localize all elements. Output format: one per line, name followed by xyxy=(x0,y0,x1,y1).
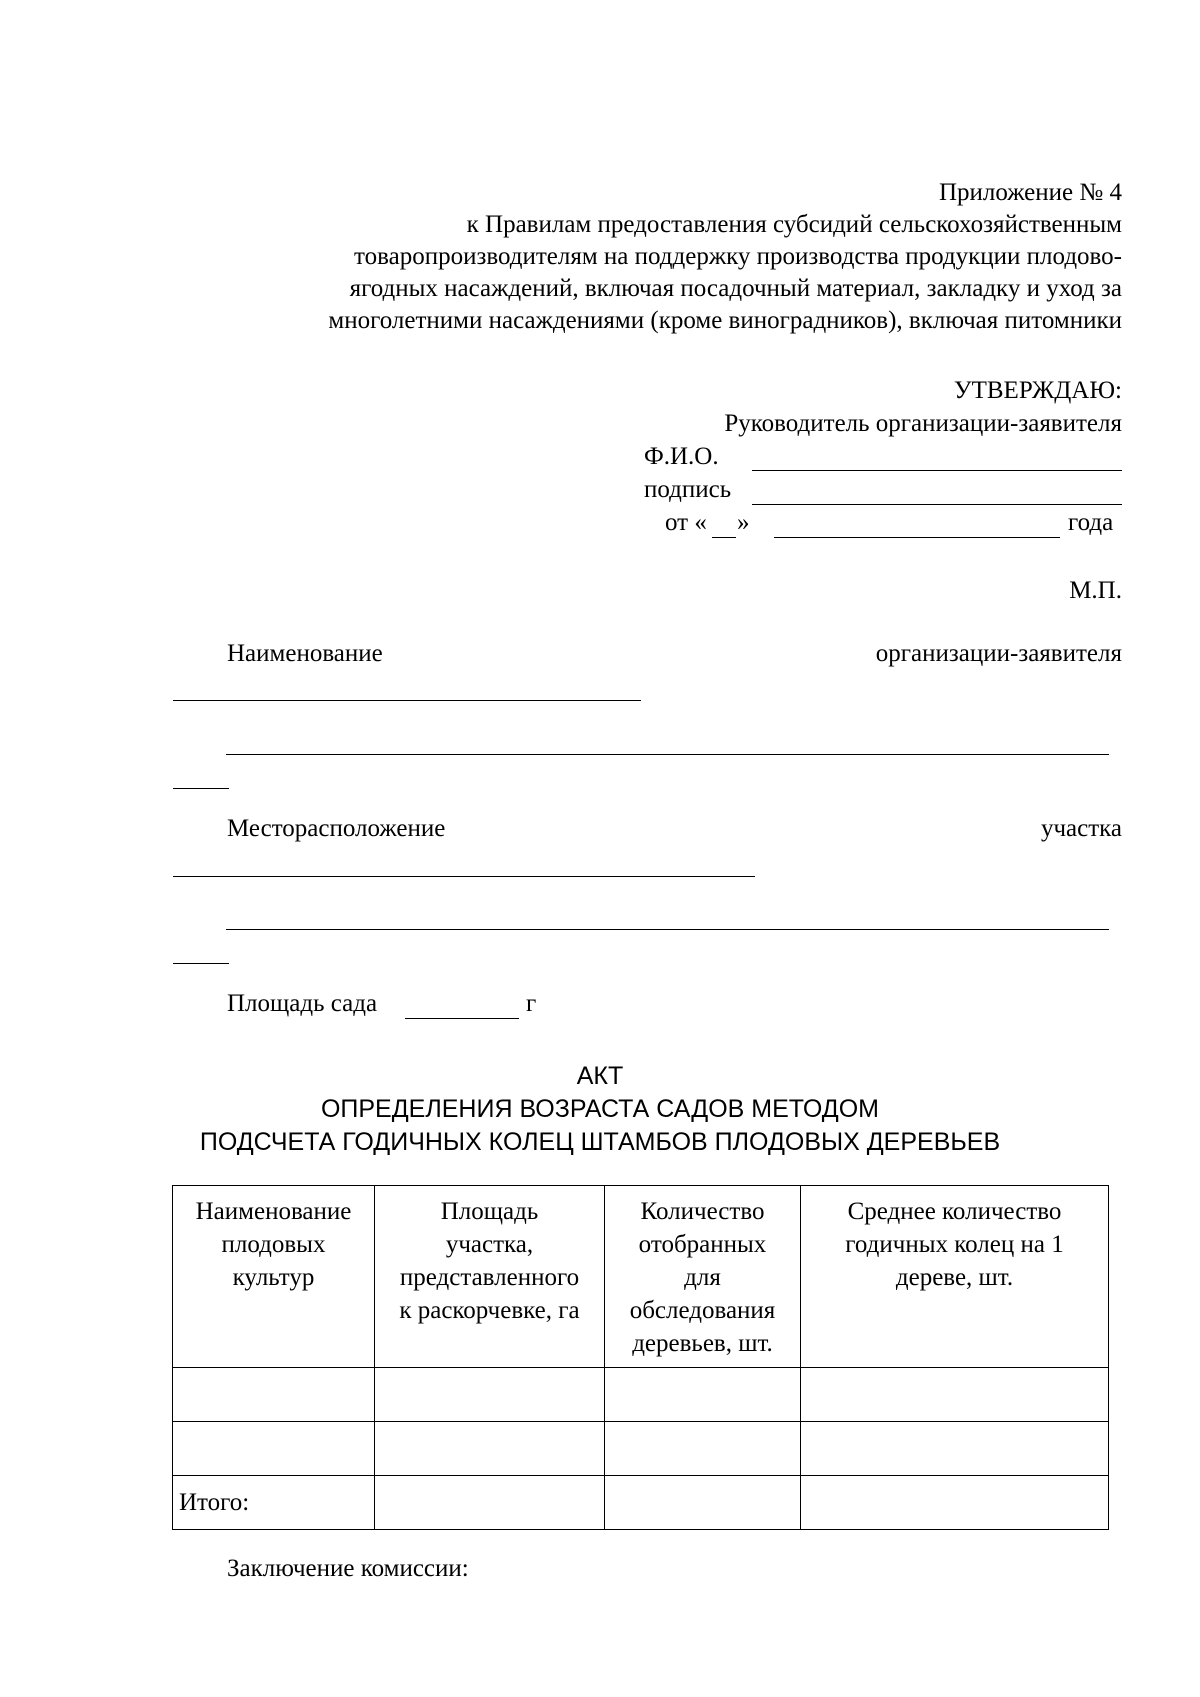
approval-heading: УТВЕРЖДАЮ: xyxy=(953,377,1122,404)
table-cell[interactable] xyxy=(801,1368,1109,1422)
header-text: дереве, шт. xyxy=(895,1264,1014,1291)
location-field-1[interactable] xyxy=(173,876,755,877)
header-area xyxy=(375,1186,605,1368)
table-header-row xyxy=(173,1186,1109,1368)
stamp-mark: М.П. xyxy=(1069,577,1122,604)
table-cell[interactable] xyxy=(375,1368,605,1422)
header-text: Среднее количество xyxy=(847,1198,1062,1225)
signature-field[interactable] xyxy=(752,504,1122,505)
header-text: обследования xyxy=(629,1297,776,1324)
table-cell[interactable] xyxy=(605,1368,801,1422)
table-cell[interactable] xyxy=(375,1422,605,1476)
org-name-field-2[interactable] xyxy=(226,754,1109,755)
table-cell[interactable] xyxy=(375,1476,605,1530)
header-text: плодовых xyxy=(221,1231,326,1258)
appendix-line: к Правилам предоставления субсидий сельскохозяйственным xyxy=(466,211,1122,238)
commission-conclusion-label: Заключение комиссии: xyxy=(227,1555,469,1582)
area-label: Площадь сада xyxy=(227,990,378,1017)
total-label: Итого: xyxy=(173,1476,375,1530)
location-label: Месторасположение xyxy=(227,815,446,842)
org-name-field-3[interactable] xyxy=(173,788,229,789)
fio-label: Ф.И.О. xyxy=(644,443,719,470)
date-prefix: от « xyxy=(665,509,707,536)
fio-field[interactable] xyxy=(752,470,1122,471)
location-field-3[interactable] xyxy=(173,963,229,964)
table-cell[interactable] xyxy=(801,1476,1109,1530)
signature-label: подпись xyxy=(644,476,732,503)
appendix-number: Приложение № 4 xyxy=(938,179,1122,206)
header-text: представленного xyxy=(399,1264,580,1291)
approval-role: Руководитель организации-заявителя xyxy=(724,410,1122,437)
org-name-label-right: организации-заявителя xyxy=(875,640,1122,667)
org-name-field-1[interactable] xyxy=(173,700,641,701)
appendix-line: многолетними насаждениями (кроме виноградников), включая питомники xyxy=(328,307,1122,334)
date-suffix: года xyxy=(1068,509,1114,536)
table-cell[interactable] xyxy=(605,1476,801,1530)
appendix-line: ягодных насаждений, включая посадочный материал, закладку и уход за xyxy=(349,275,1122,302)
header-text: Площадь xyxy=(440,1198,539,1225)
location-label-right: участка xyxy=(1040,815,1122,842)
table-total-row xyxy=(173,1476,1109,1530)
date-month-field[interactable] xyxy=(774,537,1060,538)
header-text: годичных колец на 1 xyxy=(845,1231,1064,1258)
header-text: Количество xyxy=(640,1198,765,1225)
org-name-label: Наименование xyxy=(227,640,383,667)
act-title-line-2: ОПРЕДЕЛЕНИЯ ВОЗРАСТА САДОВ МЕТОДОМ xyxy=(320,1095,880,1123)
header-text: культур xyxy=(232,1264,315,1291)
area-field[interactable] xyxy=(405,1018,519,1019)
age-table xyxy=(172,1185,1109,1530)
date-mid: » xyxy=(737,509,750,536)
header-text: отобранных xyxy=(638,1231,767,1258)
header-text: к раскорчевке, га xyxy=(399,1297,580,1324)
header-ring-count xyxy=(801,1186,1109,1368)
act-title-line-1: АКТ xyxy=(576,1062,624,1090)
location-field-2[interactable] xyxy=(226,929,1109,930)
header-crop-name xyxy=(173,1186,375,1368)
header-text: участка, xyxy=(445,1231,534,1258)
table-row xyxy=(173,1368,1109,1422)
header-text: для xyxy=(684,1264,721,1291)
table-cell[interactable] xyxy=(173,1422,375,1476)
table-cell[interactable] xyxy=(801,1422,1109,1476)
appendix-line: товаропроизводителям на поддержку производства продукции плодово- xyxy=(354,243,1122,270)
header-text: Наименование xyxy=(195,1198,352,1225)
area-unit: г xyxy=(526,990,537,1017)
act-title-line-3: ПОДСЧЕТА ГОДИЧНЫХ КОЛЕЦ ШТАМБОВ ПЛОДОВЫХ ДЕРЕВЬЕВ xyxy=(199,1128,1001,1156)
table-cell[interactable] xyxy=(605,1422,801,1476)
act-title xyxy=(0,1060,1200,1159)
date-day-field[interactable] xyxy=(712,537,736,538)
table-cell[interactable] xyxy=(173,1368,375,1422)
header-tree-count xyxy=(605,1186,801,1368)
header-text: деревьев, шт. xyxy=(632,1330,773,1357)
appendix-header xyxy=(328,177,1122,337)
table-row xyxy=(173,1422,1109,1476)
